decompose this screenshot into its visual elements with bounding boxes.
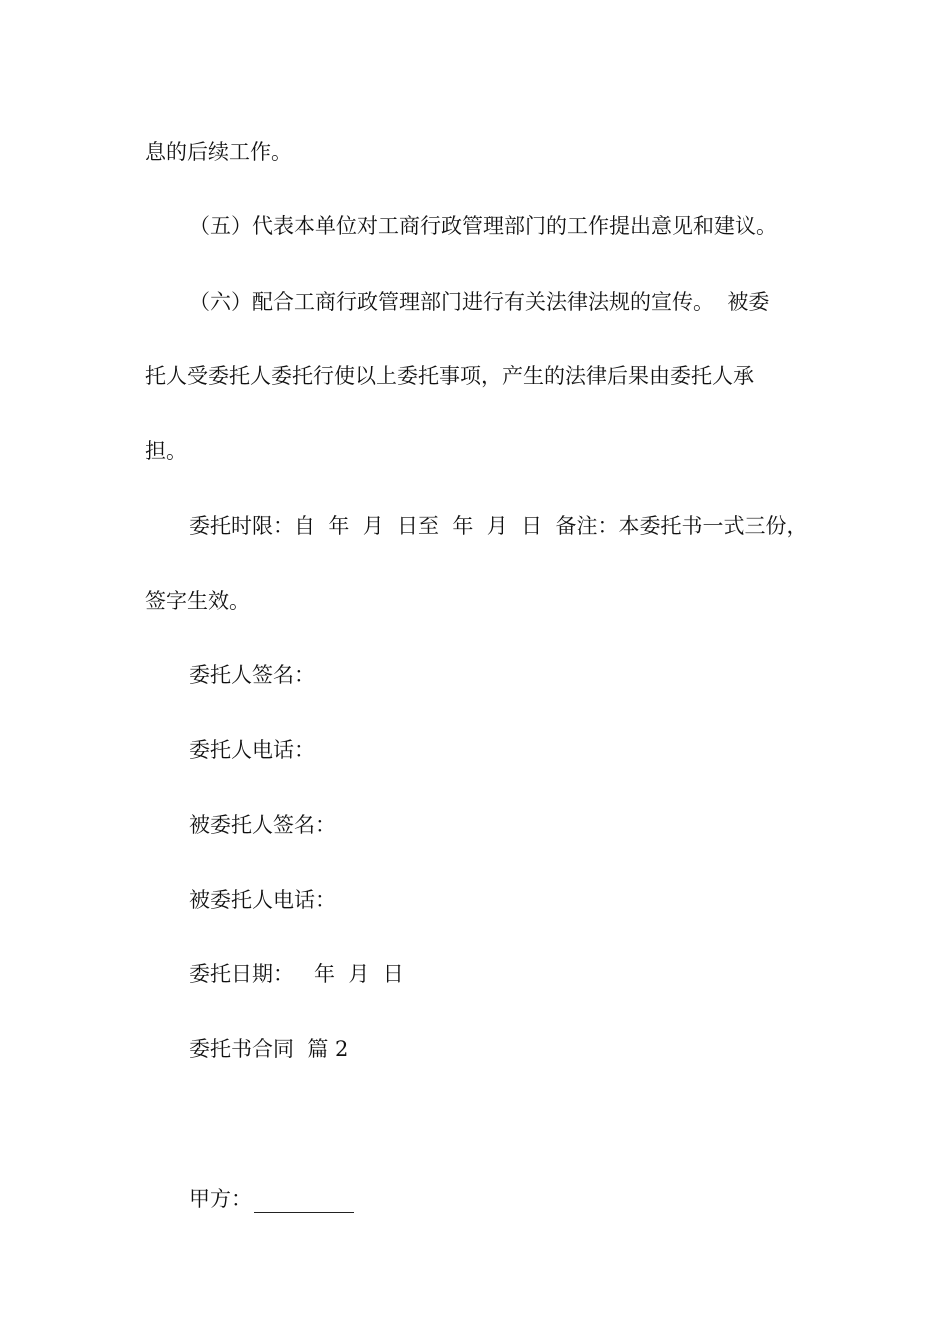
party-a-label: 甲方： <box>189 1187 252 1211</box>
entrust-date-label: 委托日期： 年 月 日 <box>189 962 404 986</box>
party-a-line <box>189 1185 354 1213</box>
party-a-blank-underline <box>254 1192 354 1213</box>
paragraph-line: 担。 <box>145 439 187 463</box>
agent-phone-label: 被委托人电话： <box>189 888 336 912</box>
paragraph-line: 息的后续工作。 <box>145 140 292 164</box>
section-heading: 委托书合同 篇 2 <box>189 1037 349 1061</box>
paragraph-line: 托人受委托人委托行使以上委托事项，产生的法律后果由委托人承 <box>145 364 754 388</box>
paragraph-line: 签字生效。 <box>145 589 250 613</box>
term-and-remarks-line: 委托时限：自 年 月 日至 年 月 日 备注：本委托书一式三份， <box>189 514 808 538</box>
paragraph-item-six: （六）配合工商行政管理部门进行有关法律法规的宣传。 被委 <box>189 290 770 314</box>
principal-phone-label: 委托人电话： <box>189 738 315 762</box>
paragraph-item-five: （五）代表本单位对工商行政管理部门的工作提出意见和建议。 <box>189 214 777 238</box>
principal-signature-label: 委托人签名： <box>189 663 315 687</box>
agent-signature-label: 被委托人签名： <box>189 813 336 837</box>
